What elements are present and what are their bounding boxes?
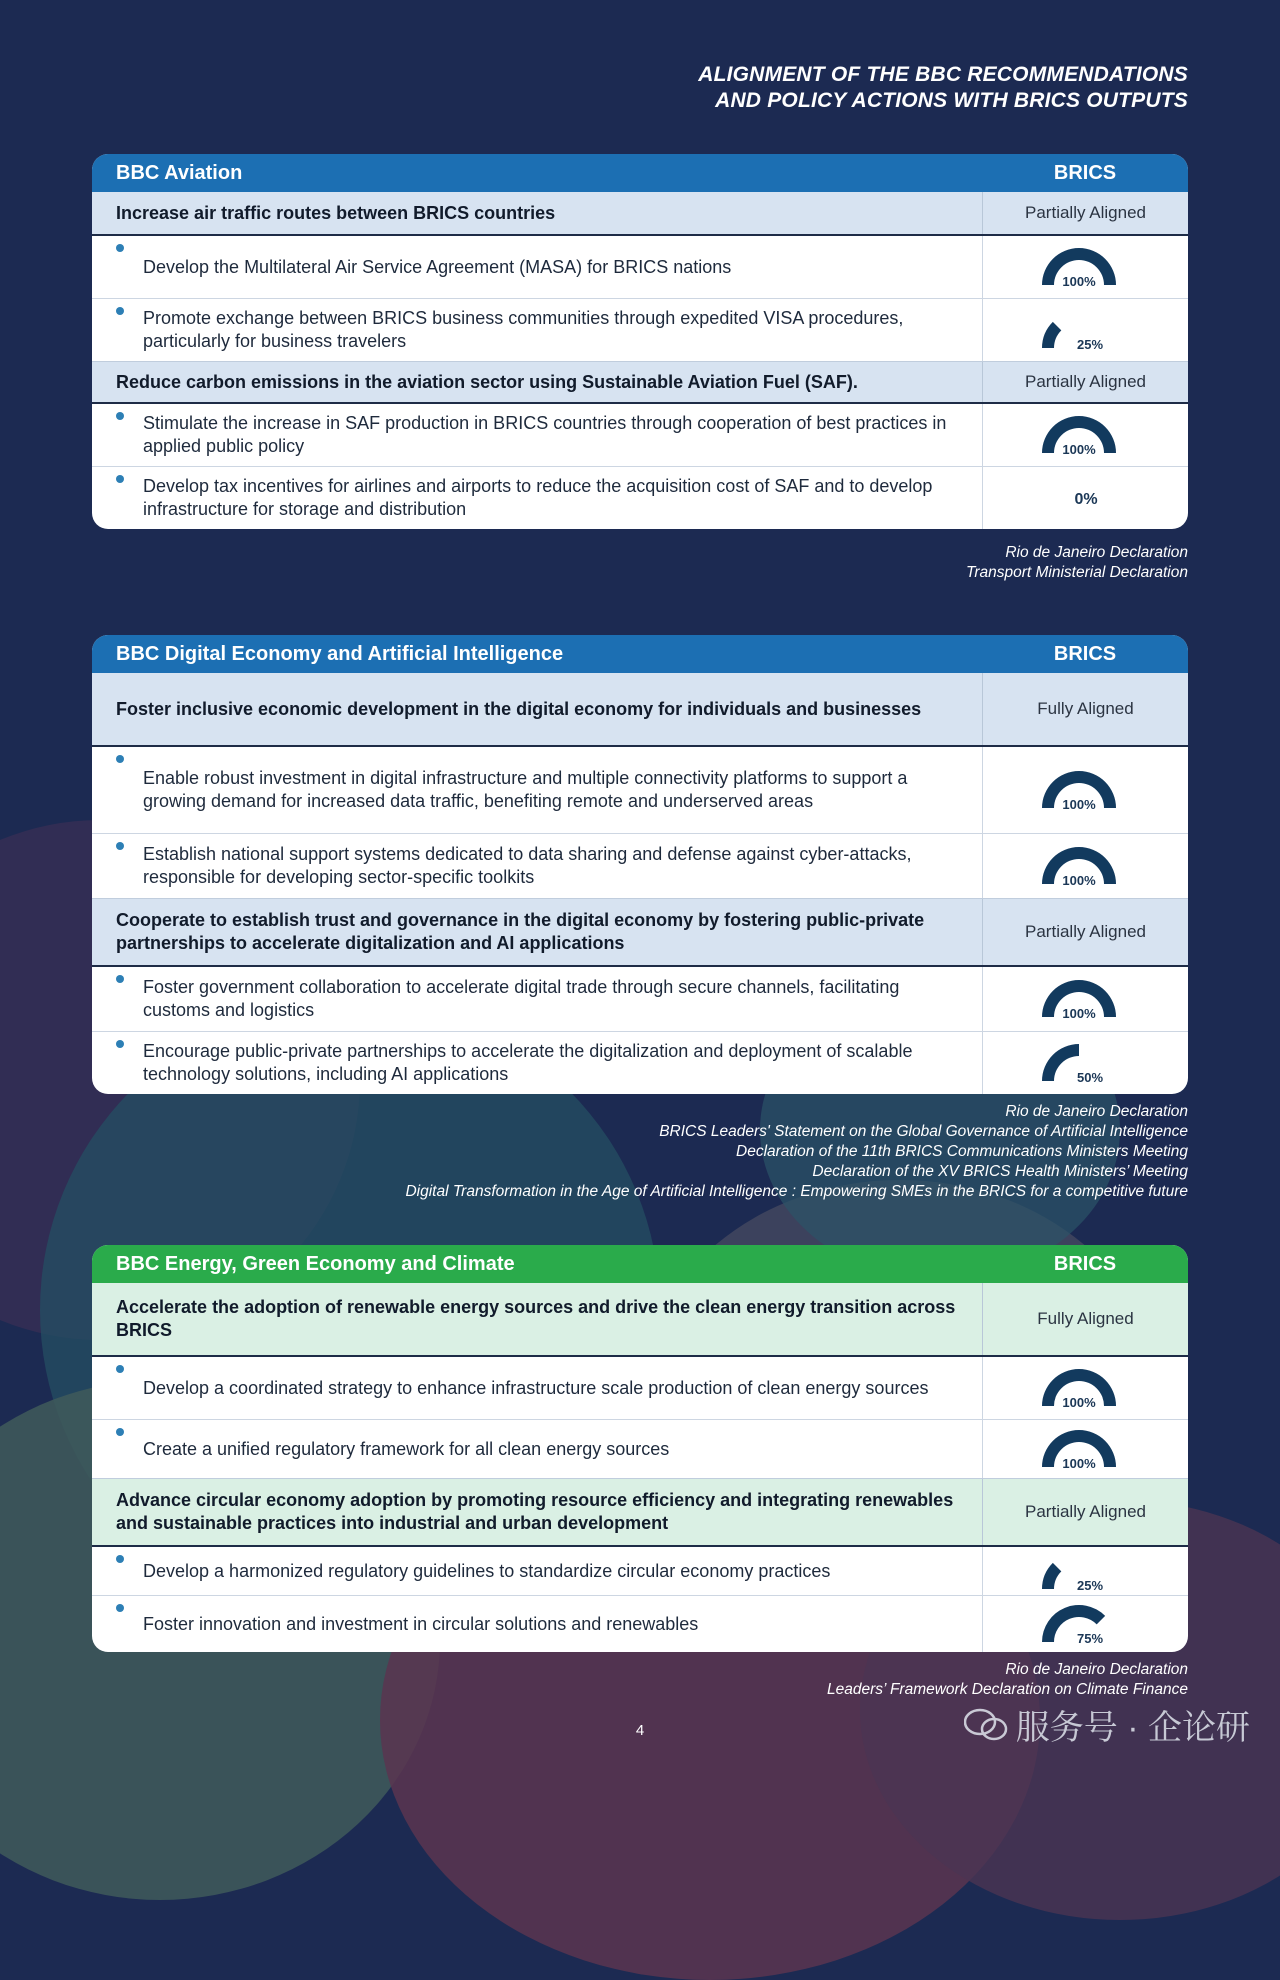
progress-gauge: [982, 747, 1188, 833]
goal-row: Advance circular economy adoption by promoting resource efficiency and integrating renewables and sustainable practices into industrial and urban development Partially Aligned: [92, 1478, 1188, 1545]
goal-row: Foster inclusive economic development in the digital economy for individuals and businesses Fully Aligned: [92, 673, 1188, 745]
gauge-label: 100%: [1061, 1456, 1096, 1471]
progress-gauge: [982, 967, 1188, 1031]
bullet-icon: [116, 1555, 124, 1563]
gauge-label: 0%: [1073, 491, 1098, 508]
action-row: Encourage public-private partnerships to accelerate the digitalization and deployment of scalable technology solutions, including AI applications 50%: [92, 1031, 1188, 1094]
bullet-icon: [116, 1365, 124, 1373]
bullet-icon: [116, 755, 124, 763]
gauge-icon: [1041, 977, 1131, 1021]
action-row: Develop tax incentives for airlines and airports to reduce the acquisition cost of SAF and to develop infrastructure for storage and distribution 0%: [92, 466, 1188, 529]
bullet-icon: [116, 842, 124, 850]
brics-column-label: BRICS: [1053, 642, 1117, 665]
progress-gauge: [982, 299, 1188, 361]
goal-row: Accelerate the adoption of renewable energy sources and drive the clean energy transition across BRICS Fully Aligned: [92, 1283, 1188, 1355]
alignment-status: Partially Aligned: [982, 899, 1188, 965]
gauge-icon: [1041, 413, 1131, 457]
sources-list: Rio de Janeiro Declaration BRICS Leaders' Statement on the Global Governance of Artificial Intelligence Declaration of the 11th BRICS Communications Ministers Meeting Declaration of the XV BRICS Health Ministers’ Meeting Digital Transformation in the Age of Artificial Intelligence : Empowering SMEs in the BRICS for a competitive future: [405, 1103, 1188, 1200]
gauge-label: 25%: [1076, 1578, 1103, 1593]
alignment-status: Partially Aligned: [982, 192, 1188, 234]
watermark: 服务号 · 企论研: [964, 1700, 1250, 1749]
progress-gauge: [982, 467, 1188, 529]
progress-gauge: [982, 404, 1188, 466]
alignment-status: Fully Aligned: [982, 673, 1188, 745]
progress-gauge: [982, 1032, 1188, 1094]
action-row: Enable robust investment in digital infrastructure and multiple connectivity platforms to support a growing demand for increased data traffic, benefiting remote and underserved areas 100%: [92, 745, 1188, 833]
bullet-icon: [116, 307, 124, 315]
sources-list: Rio de Janeiro Declaration Leaders’ Framework Declaration on Climate Finance: [827, 1661, 1188, 1698]
action-row: Develop a harmonized regulatory guidelines to standardize circular economy practices 25%: [92, 1545, 1188, 1595]
gauge-icon: [1041, 1549, 1131, 1593]
gauge-fill: [1042, 1044, 1079, 1081]
gauge-label: 100%: [1061, 274, 1096, 289]
goal-row: Cooperate to establish trust and governance in the digital economy by fostering public-private partnerships to accelerate digitalization and AI applications Partially Aligned: [92, 898, 1188, 965]
gauge-icon: [1041, 1602, 1131, 1646]
aviation-panel: [92, 154, 1188, 529]
panel-header: [92, 154, 1188, 192]
gauge-label: 25%: [1076, 337, 1103, 352]
goal-row: Increase air traffic routes between BRICS countries Partially Aligned: [92, 192, 1188, 234]
progress-gauge: [982, 236, 1188, 298]
progress-gauge: [982, 1420, 1188, 1478]
section-title: BBC Digital Economy and Artificial Intelligence: [116, 642, 564, 665]
bullet-icon: [116, 1604, 124, 1612]
gauge-icon: [1041, 476, 1131, 520]
gauge-icon: [1041, 844, 1131, 888]
gauge-label: 100%: [1061, 873, 1096, 888]
bullet-icon: [116, 1040, 124, 1048]
energy-panel: [92, 1245, 1188, 1652]
progress-gauge: [982, 1357, 1188, 1419]
gauge-icon: [1041, 308, 1131, 352]
gauge-icon: [1041, 1366, 1131, 1410]
gauge-label: 100%: [1061, 1006, 1096, 1021]
gauge-label: 100%: [1061, 797, 1096, 812]
bullet-icon: [116, 244, 124, 252]
bullet-icon: [116, 1428, 124, 1436]
progress-gauge: [982, 834, 1188, 898]
alignment-status: Partially Aligned: [982, 362, 1188, 402]
chat-bubble-icon: [964, 1708, 1008, 1742]
action-row: Develop a coordinated strategy to enhance infrastructure scale production of clean energy sources 100%: [92, 1355, 1188, 1419]
gauge-icon: [1041, 245, 1131, 289]
bullet-icon: [116, 412, 124, 420]
gauge-label: 50%: [1076, 1070, 1103, 1085]
gauge-icon: [1041, 1041, 1131, 1085]
action-row: Foster innovation and investment in circular solutions and renewables 75%: [92, 1595, 1188, 1652]
gauge-label: 100%: [1061, 1395, 1096, 1410]
action-row: Develop the Multilateral Air Service Agreement (MASA) for BRICS nations 100%: [92, 234, 1188, 298]
page-number: 4: [635, 1722, 645, 1739]
gauge-fill: [1042, 1563, 1061, 1589]
panel-header: [92, 1245, 1188, 1283]
alignment-status: Fully Aligned: [982, 1283, 1188, 1355]
page-title: ALIGNMENT OF THE BBC RECOMMENDATIONS AND POLICY ACTIONS WITH BRICS OUTPUTS: [698, 63, 1188, 112]
gauge-label: 75%: [1076, 1631, 1103, 1646]
alignment-status: Partially Aligned: [982, 1479, 1188, 1545]
sources-list: Rio de Janeiro Declaration Transport Ministerial Declaration: [966, 544, 1188, 581]
action-row: Foster government collaboration to accelerate digital trade through secure channels, facilitating customs and logistics 100%: [92, 965, 1188, 1031]
action-row: Promote exchange between BRICS business communities through expedited VISA procedures, particularly for business travelers 25%: [92, 298, 1188, 361]
gauge-fill: [1042, 322, 1061, 348]
brics-column-label: BRICS: [1053, 161, 1117, 184]
goal-row: Reduce carbon emissions in the aviation sector using Sustainable Aviation Fuel (SAF). Partially Aligned: [92, 361, 1188, 402]
bullet-icon: [116, 975, 124, 983]
action-row: Create a unified regulatory framework for all clean energy sources 100%: [92, 1419, 1188, 1478]
section-title: BBC Energy, Green Economy and Climate: [116, 1252, 515, 1275]
gauge-icon: [1041, 768, 1131, 812]
section-title: BBC Aviation: [116, 161, 243, 184]
progress-gauge: [982, 1596, 1188, 1652]
action-row: Stimulate the increase in SAF production in BRICS countries through cooperation of best practices in applied public policy 100%: [92, 402, 1188, 466]
panel-header: [92, 635, 1188, 673]
progress-gauge: [982, 1547, 1188, 1595]
digital-economy-panel: [92, 635, 1188, 1094]
action-row: Establish national support systems dedicated to data sharing and defense against cyber-attacks, responsible for developing sector-specific toolkits 100%: [92, 833, 1188, 898]
gauge-label: 100%: [1061, 442, 1096, 457]
bullet-icon: [116, 475, 124, 483]
gauge-icon: [1041, 1427, 1131, 1471]
brics-column-label: BRICS: [1053, 1252, 1117, 1275]
